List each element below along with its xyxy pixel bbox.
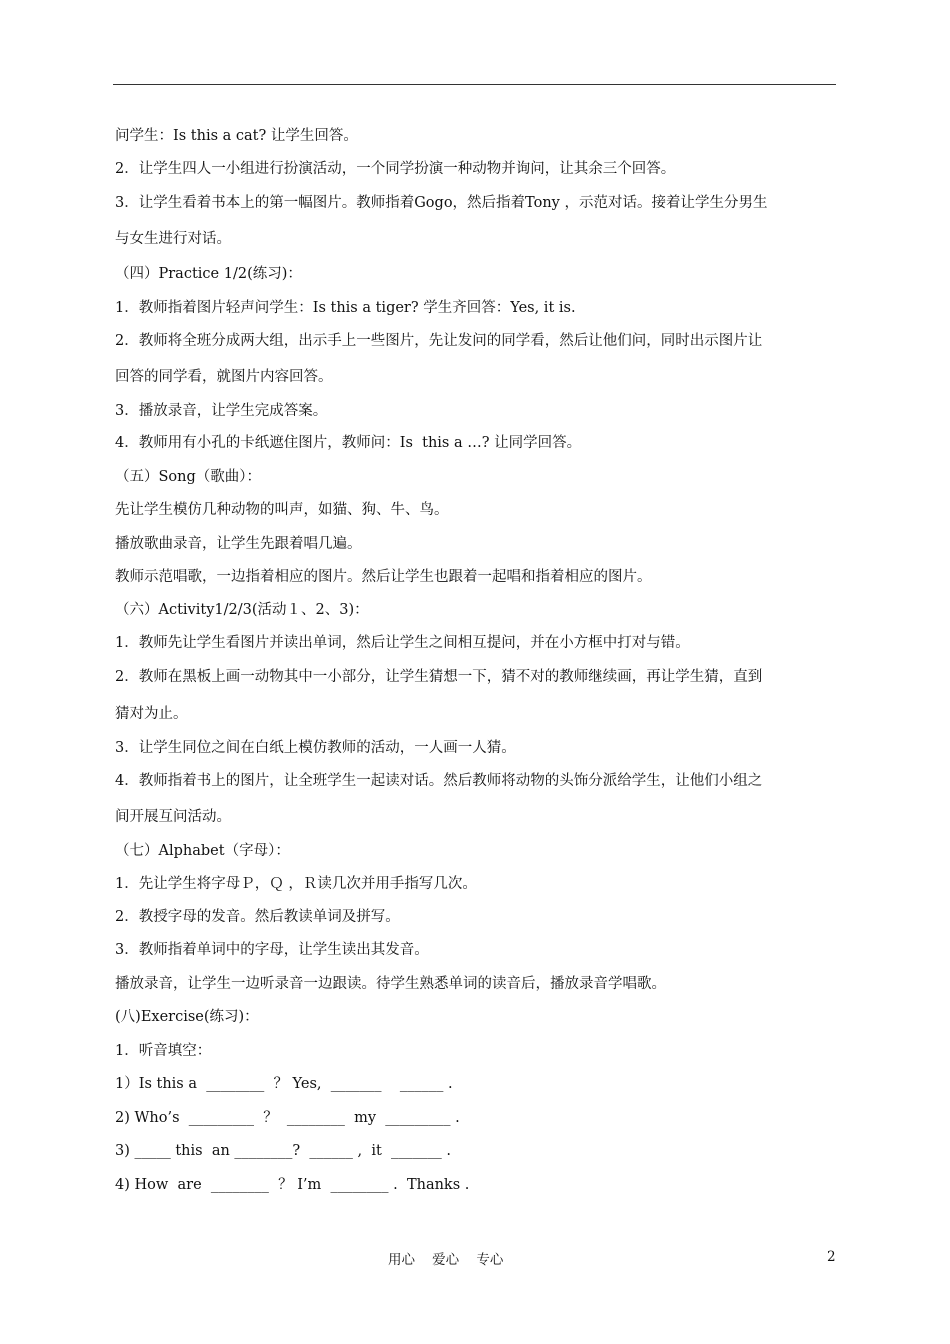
text-line: 问学生：Is this a cat? 让学生回答。: [115, 128, 358, 144]
text-line: 2．教师将全班分成两大组，出示手上一些图片，先让发问的同学看，然后让他们问，同时出示图片让: [115, 333, 763, 349]
text-line: 与女生进行对话。: [115, 231, 231, 247]
exercise-line: 3) _____ this an ________? ______ , it _______ .: [115, 1143, 451, 1159]
footer-text: 用心 爱心 专心: [388, 1252, 504, 1268]
text-line: 回答的同学看，就图片内容回答。: [115, 369, 333, 385]
exercise-line: 2) Who’s _________ ？ ________ my _________ .: [115, 1110, 460, 1126]
text-line: 先让学生模仿几种动物的叫声，如猫、狗、牛、鸟。: [115, 502, 449, 518]
section-heading: （五）Song（歌曲）：: [115, 469, 262, 485]
page-number: 2: [827, 1249, 836, 1265]
text-line: 猜对为止。: [115, 706, 188, 722]
text-line: 3．播放录音，让学生完成答案。: [115, 403, 328, 419]
text-line: 1．教师先让学生看图片并读出单词，然后让学生之间相互提问，并在小方框中打对与错。: [115, 635, 690, 651]
text-line: 4．教师指着书上的图片，让全班学生一起读对话。然后教师将动物的头饰分派给学生，让他们小组之: [115, 773, 763, 789]
section-heading: （七）Alphabet（字母）：: [115, 843, 290, 859]
text-line: 间开展互问活动。: [115, 809, 231, 825]
text-line: 播放录音，让学生一边听录音一边跟读。待学生熟悉单词的读音后，播放录音学唱歌。: [115, 976, 666, 992]
text-line: 教师示范唱歌，一边指着相应的图片。然后让学生也跟着一起唱和指着相应的图片。: [115, 569, 652, 585]
text-line: 1．教师指着图片轻声问学生：Is this a tiger? 学生齐回答：Yes, it is.: [115, 300, 576, 316]
text-line: 3．让学生看着书本上的第一幅图片。教师指着Gogo，然后指着Tony ，示范对话。接着让学生分男生: [115, 195, 768, 211]
section-heading: （四）Practice 1/2(练习)：: [115, 266, 302, 282]
section-heading: （六）Activity1/2/3(活动１、2、3)：: [115, 602, 369, 618]
text-line: 2．教师在黑板上画一动物其中一小部分，让学生猜想一下，猜不对的教师继续画，再让学生猜，直到: [115, 669, 763, 685]
text-line: 播放歌曲录音，让学生先跟着唱几遍。: [115, 536, 362, 552]
exercise-line: 4) How are ________ ？ I’m ________ . Thanks .: [115, 1177, 470, 1193]
text-line: 4．教师用有小孔的卡纸遮住图片，教师问：Is this a …? 让同学回答。: [115, 435, 582, 451]
exercise-line: 1）Is this a ________ ？ Yes, _______ ______ .: [115, 1076, 453, 1092]
text-line: 2．让学生四人一小组进行扮演活动，一个同学扮演一种动物并询问，让其余三个回答。: [115, 161, 676, 177]
text-line: 3．让学生同位之间在白纸上模仿教师的活动，一人画一人猜。: [115, 740, 516, 756]
text-line: 3．教师指着单词中的字母，让学生读出其发音。: [115, 942, 429, 958]
section-heading: (八)Exercise(练习)：: [115, 1009, 259, 1025]
header-rule: [113, 84, 836, 85]
text-line: 2．教授字母的发音。然后教读单词及拼写。: [115, 909, 400, 925]
text-line: 1．听音填空：: [115, 1043, 212, 1059]
text-line: 1．先让学生将字母Ｐ，Ｑ ，Ｒ读几次并用手指写几次。: [115, 876, 477, 892]
